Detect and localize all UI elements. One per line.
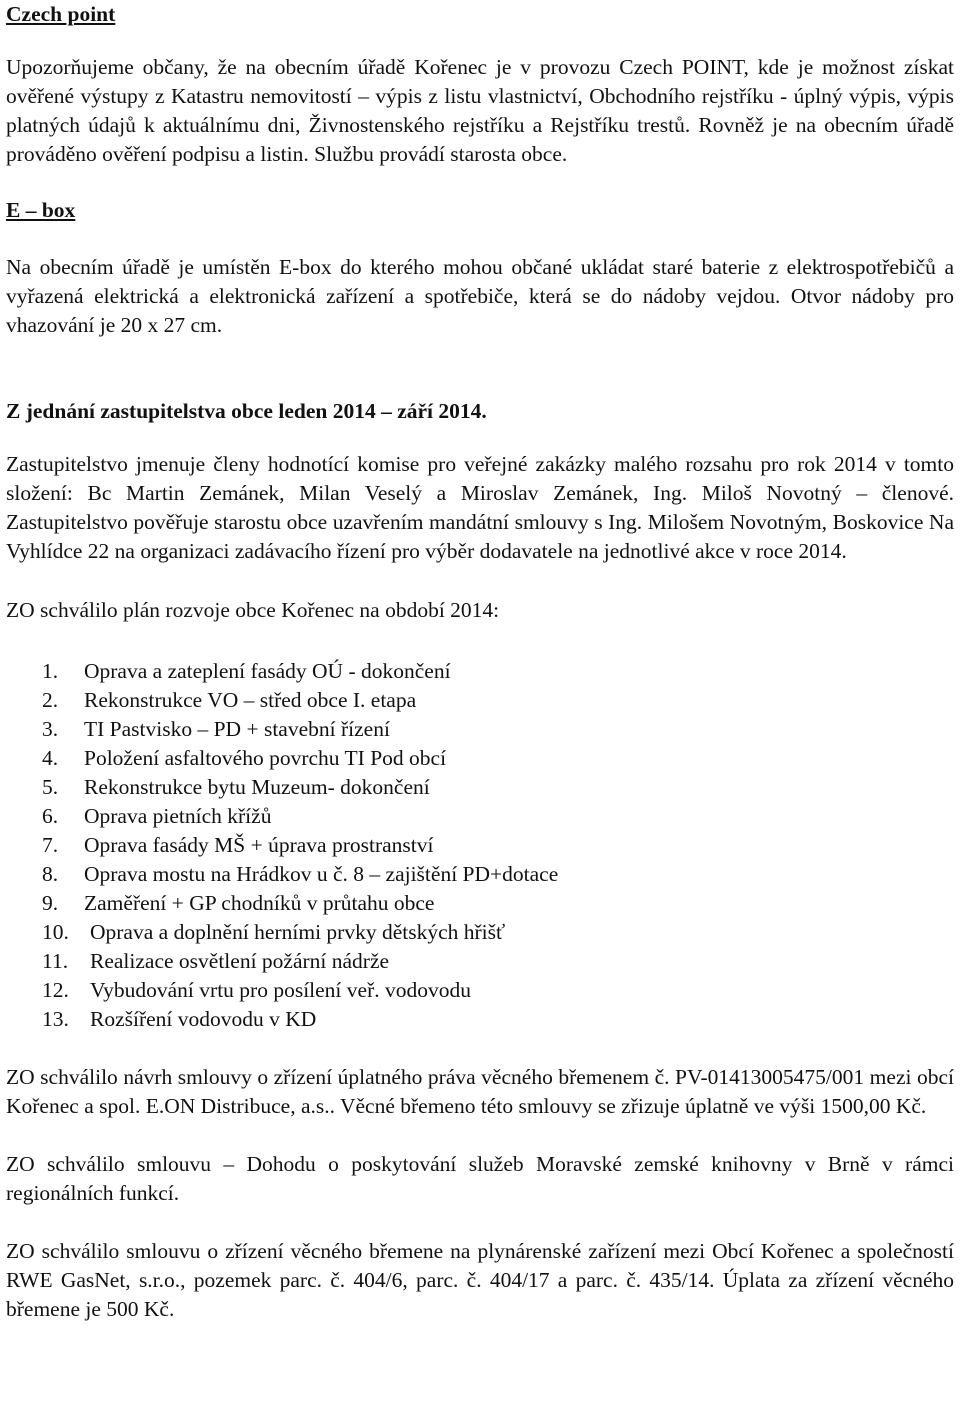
plan-item-text: Oprava mostu na Hrádkov u č. 8 – zajištění PD+dotace: [84, 862, 559, 886]
plan-list-item: [42, 657, 954, 686]
czech-point-heading: Czech point: [6, 2, 116, 26]
plan-item-number: 6.: [42, 804, 59, 828]
ebox-heading: E – box: [6, 198, 76, 222]
plan-item-text: Zaměření + GP chodníků v průtahu obce: [84, 891, 435, 915]
plan-item-number: 8.: [42, 862, 59, 886]
plan-item-text: Vybudování vrtu pro posílení veř. vodovodu: [90, 978, 471, 1002]
plan-item-text: Oprava fasády MŠ + úprava prostranství: [84, 833, 434, 857]
plan-item-text: Rozšíření vodovodu v KD: [90, 1007, 317, 1031]
council-committee-paragraph: Zastupitelstvo jmenuje členy hodnotící komise pro veřejné zakázky malého rozsahu pro rok 2014 v tomto složení: Bc Martin Zemánek, Milan Veselý a Miroslav Zemánek, Ing. Miloš Novotný – členové. Zastupitelstvo pověřuje starostu obce uzavřením mandátní smlouvy s Ing. Milošem Novotným, Boskovice Na Vyhlídce 22 na organizaci zadávacího řízení pro výběr dodavatele na jednotlivé akce v roce 2014.: [6, 452, 954, 563]
plan-list-item: [42, 889, 954, 918]
plan-item-text: Oprava pietních křížů: [84, 804, 272, 828]
development-plan-list: [6, 657, 954, 1034]
plan-item-text: Položení asfaltového povrchu TI Pod obcí: [84, 746, 447, 770]
plan-list-item: [42, 831, 954, 860]
plan-item-number: 5.: [42, 775, 59, 799]
plan-item-text: TI Pastvisko – PD + stavební řízení: [84, 717, 390, 741]
plan-item-text: Rekonstrukce bytu Muzeum- dokončení: [84, 775, 430, 799]
plan-item-number: 10.: [42, 920, 69, 944]
plan-list-item: [42, 976, 954, 1005]
development-plan-intro: ZO schválilo plán rozvoje obce Kořenec na období 2014:: [6, 598, 500, 622]
ebox-paragraph: Na obecním úřadě je umístěn E-box do kterého mohou občané ukládat staré baterie z elektrospotřebičů a vyřazená elektrická a elektronická zařízení a spotřebiče, která se do nádoby vejdou. Otvor nádoby pro vhazování je 20 x 27 cm.: [6, 255, 954, 337]
plan-list-item: [42, 1005, 954, 1034]
plan-item-text: Oprava a zateplení fasády OÚ - dokončení: [84, 659, 451, 683]
plan-item-number: 3.: [42, 717, 59, 741]
library-agreement-paragraph: ZO schválilo smlouvu – Dohodu o poskytování služeb Moravské zemské knihovny v Brně v rámci regionálních funkcí.: [6, 1152, 954, 1205]
plan-item-number: 7.: [42, 833, 59, 857]
plan-list-item: [42, 918, 954, 947]
plan-list-item: [42, 686, 954, 715]
plan-list-item: [42, 860, 954, 889]
plan-item-number: 4.: [42, 746, 59, 770]
plan-item-number: 1.: [42, 659, 59, 683]
plan-item-text: Realizace osvětlení požární nádrže: [90, 949, 390, 973]
council-meeting-heading: Z jednání zastupitelstva obce leden 2014 – září 2014.: [6, 399, 487, 423]
easement-contract-paragraph: ZO schválilo návrh smlouvy o zřízení úplatného práva věcného břemenem č. PV-01413005475/001 mezi obcí Kořenec a spol. E.ON Distribuce, a.s.. Věcné břemeno této smlouvy se zřizuje úplatně ve výši 1500,00 Kč.: [6, 1065, 954, 1118]
czech-point-paragraph: Upozorňujeme občany, že na obecním úřadě Kořenec je v provozu Czech POINT, kde je možnost získat ověřené výstupy z Katastru nemovitostí – výpis z listu vlastnictví, Obchodního rejstříku - úplný výpis, výpis platných údajů k aktuálnímu dni, Živnostenského rejstříku a Rejstříku trestů. Rovněž je na obecním úřadě prováděno ověření podpisu a listin. Službu provádí starosta obce.: [6, 55, 954, 166]
plan-item-number: 9.: [42, 891, 59, 915]
plan-item-number: 12.: [42, 978, 69, 1002]
plan-item-text: Oprava a doplnění herními prvky dětských hřišť: [90, 920, 506, 944]
plan-list-item: [42, 715, 954, 744]
plan-list-item: [42, 802, 954, 831]
plan-item-number: 13.: [42, 1007, 69, 1031]
plan-list-item: [42, 744, 954, 773]
plan-item-number: 2.: [42, 688, 59, 712]
gas-easement-paragraph: ZO schválilo smlouvu o zřízení věcného břemene na plynárenské zařízení mezi Obcí Kořenec a společností RWE GasNet, s.r.o., pozemek parc. č. 404/6, parc. č. 404/17 a parc. č. 435/14. Úplata za zřízení věcného břemene je 500 Kč.: [6, 1239, 954, 1321]
plan-list-item: [42, 947, 954, 976]
plan-list-item: [42, 773, 954, 802]
plan-item-text: Rekonstrukce VO – střed obce I. etapa: [84, 688, 417, 712]
plan-item-number: 11.: [42, 949, 69, 973]
